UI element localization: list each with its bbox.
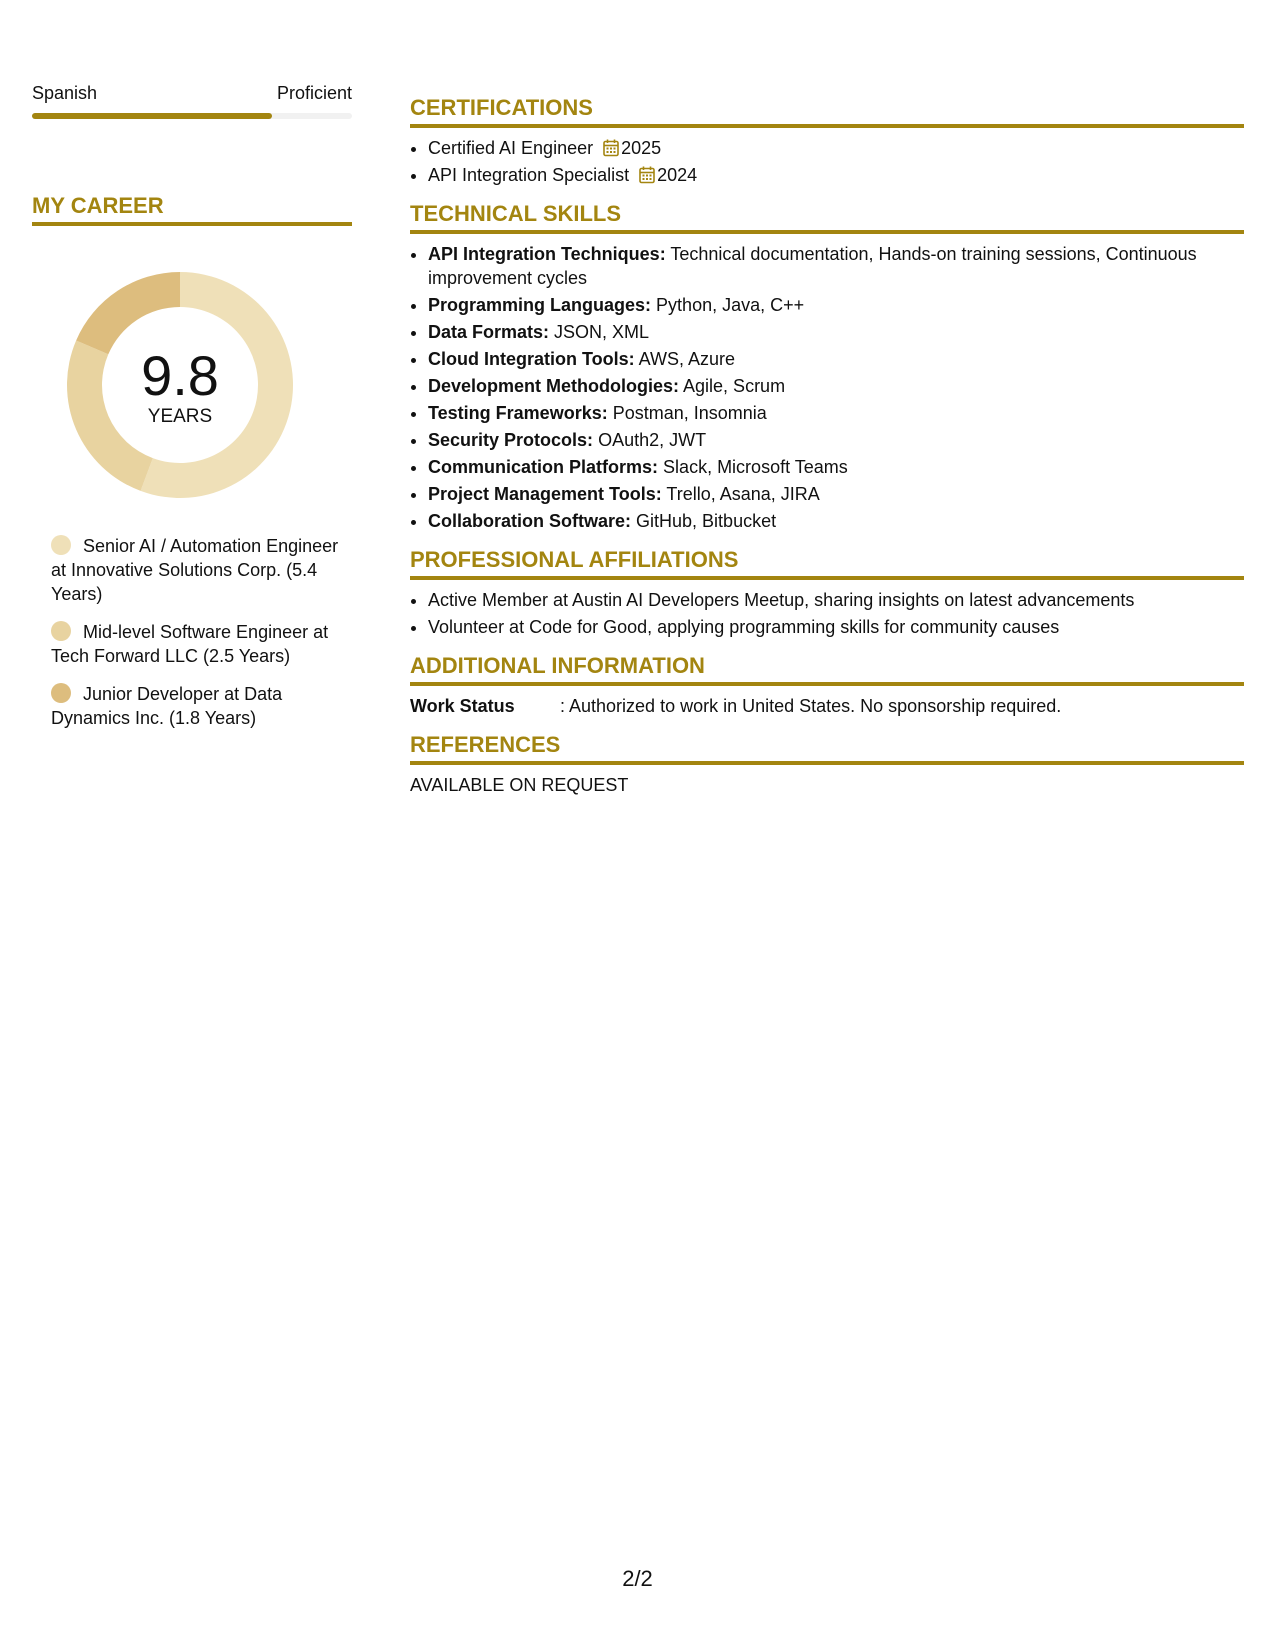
skill-item <box>428 509 1244 533</box>
skill-values: OAuth2, JWT <box>598 430 707 450</box>
certification-item <box>428 136 1244 160</box>
skill-values: JSON, XML <box>554 322 650 342</box>
left-column <box>32 82 352 744</box>
career-legend-text: Senior AI / Automation Engineer at Innovative Solutions Corp. (5.4 Years) <box>51 536 339 604</box>
language-name: Spanish <box>32 83 98 103</box>
career-section-title: MY CAREER <box>32 193 352 226</box>
legend-dot-icon <box>51 535 71 555</box>
certification-name: API Integration Specialist <box>428 165 630 185</box>
right-column <box>410 95 1244 811</box>
skill-item <box>428 242 1244 290</box>
legend-dot-icon <box>51 683 71 703</box>
skill-values: Agile, Scrum <box>683 376 786 396</box>
skill-item <box>428 482 1244 506</box>
calendar-icon <box>639 166 655 184</box>
career-legend-item <box>51 620 352 668</box>
skills-section <box>410 201 1244 533</box>
skills-list <box>410 242 1244 533</box>
donut-slice <box>76 272 180 354</box>
skill-values: GitHub, Bitbucket <box>636 511 777 531</box>
legend-dot-icon <box>51 621 71 641</box>
affiliation-item: • Active Member at Austin AI Developers Meetup, sharing insights on latest advancements <box>428 588 1244 612</box>
skill-values: AWS, Azure <box>638 349 736 369</box>
affiliations-section <box>410 547 1244 639</box>
certification-year: 2025 <box>621 138 662 158</box>
language-proficiency-fill <box>32 113 272 119</box>
calendar-icon <box>603 139 619 157</box>
skill-item <box>428 347 1244 371</box>
certification-name: Certified AI Engineer <box>428 138 594 158</box>
certification-year: 2024 <box>657 165 698 185</box>
career-total-unit: YEARS <box>147 406 213 427</box>
certifications-title: CERTIFICATIONS <box>410 95 1244 128</box>
work-status-row <box>410 694 1244 718</box>
references-text: AVAILABLE ON REQUEST <box>410 775 629 795</box>
skill-values: Technical documentation, Hands-on training sessions, Continuous improvement cycles <box>428 244 1197 288</box>
skills-title: TECHNICAL SKILLS <box>410 201 1244 234</box>
skill-category: Communication Platforms: <box>428 457 659 477</box>
skill-category: API Integration Techniques: <box>428 244 666 264</box>
skill-category: Cloud Integration Tools: <box>428 349 635 369</box>
career-legend-item <box>51 682 352 730</box>
career-legend-text: Mid-level Software Engineer at Tech Forward LLC (2.5 Years) <box>51 622 329 666</box>
skill-values: Postman, Insomnia <box>612 403 767 423</box>
work-status-label: Work Status <box>410 696 515 716</box>
references-title: REFERENCES <box>410 732 1244 765</box>
language-proficiency-bar <box>32 113 352 119</box>
certification-item <box>428 163 1244 187</box>
language-level: Proficient <box>276 83 352 103</box>
skill-category: Testing Frameworks: <box>428 403 608 423</box>
skill-category: Programming Languages: <box>428 295 652 315</box>
additional-info-section <box>410 653 1244 718</box>
career-legend-text: Junior Developer at Data Dynamics Inc. (1.8 Years) <box>51 684 283 728</box>
affiliations-title: PROFESSIONAL AFFILIATIONS <box>410 547 1244 580</box>
skill-category: Project Management Tools: <box>428 484 662 504</box>
certifications-section <box>410 95 1244 187</box>
skill-item <box>428 401 1244 425</box>
affiliations-list <box>410 588 1244 639</box>
skill-item <box>428 374 1244 398</box>
skill-category: Development Methodologies: <box>428 376 680 396</box>
skill-values: Python, Java, C++ <box>656 295 805 315</box>
work-status-value: : Authorized to work in United States. No sponsorship required. <box>560 696 1062 716</box>
skill-values: Slack, Microsoft Teams <box>663 457 848 477</box>
skill-item <box>428 455 1244 479</box>
references-section <box>410 732 1244 797</box>
skill-item <box>428 428 1244 452</box>
career-legend <box>51 534 352 730</box>
skill-category: Data Formats: <box>428 322 550 342</box>
skill-values: Trello, Asana, JIRA <box>666 484 820 504</box>
additional-info-title: ADDITIONAL INFORMATION <box>410 653 1244 686</box>
skill-item <box>428 293 1244 317</box>
career-total-value: 9.8 <box>141 344 219 407</box>
affiliation-item: • Volunteer at Code for Good, applying programming skills for community causes <box>428 615 1244 639</box>
page-number: 2/2 <box>622 1566 653 1591</box>
skill-category: Security Protocols: <box>428 430 594 450</box>
skill-category: Collaboration Software: <box>428 511 632 531</box>
career-donut-chart <box>65 270 295 500</box>
career-legend-item <box>51 534 352 606</box>
skill-item <box>428 320 1244 344</box>
certifications-list <box>410 136 1244 187</box>
language-item <box>32 82 352 119</box>
